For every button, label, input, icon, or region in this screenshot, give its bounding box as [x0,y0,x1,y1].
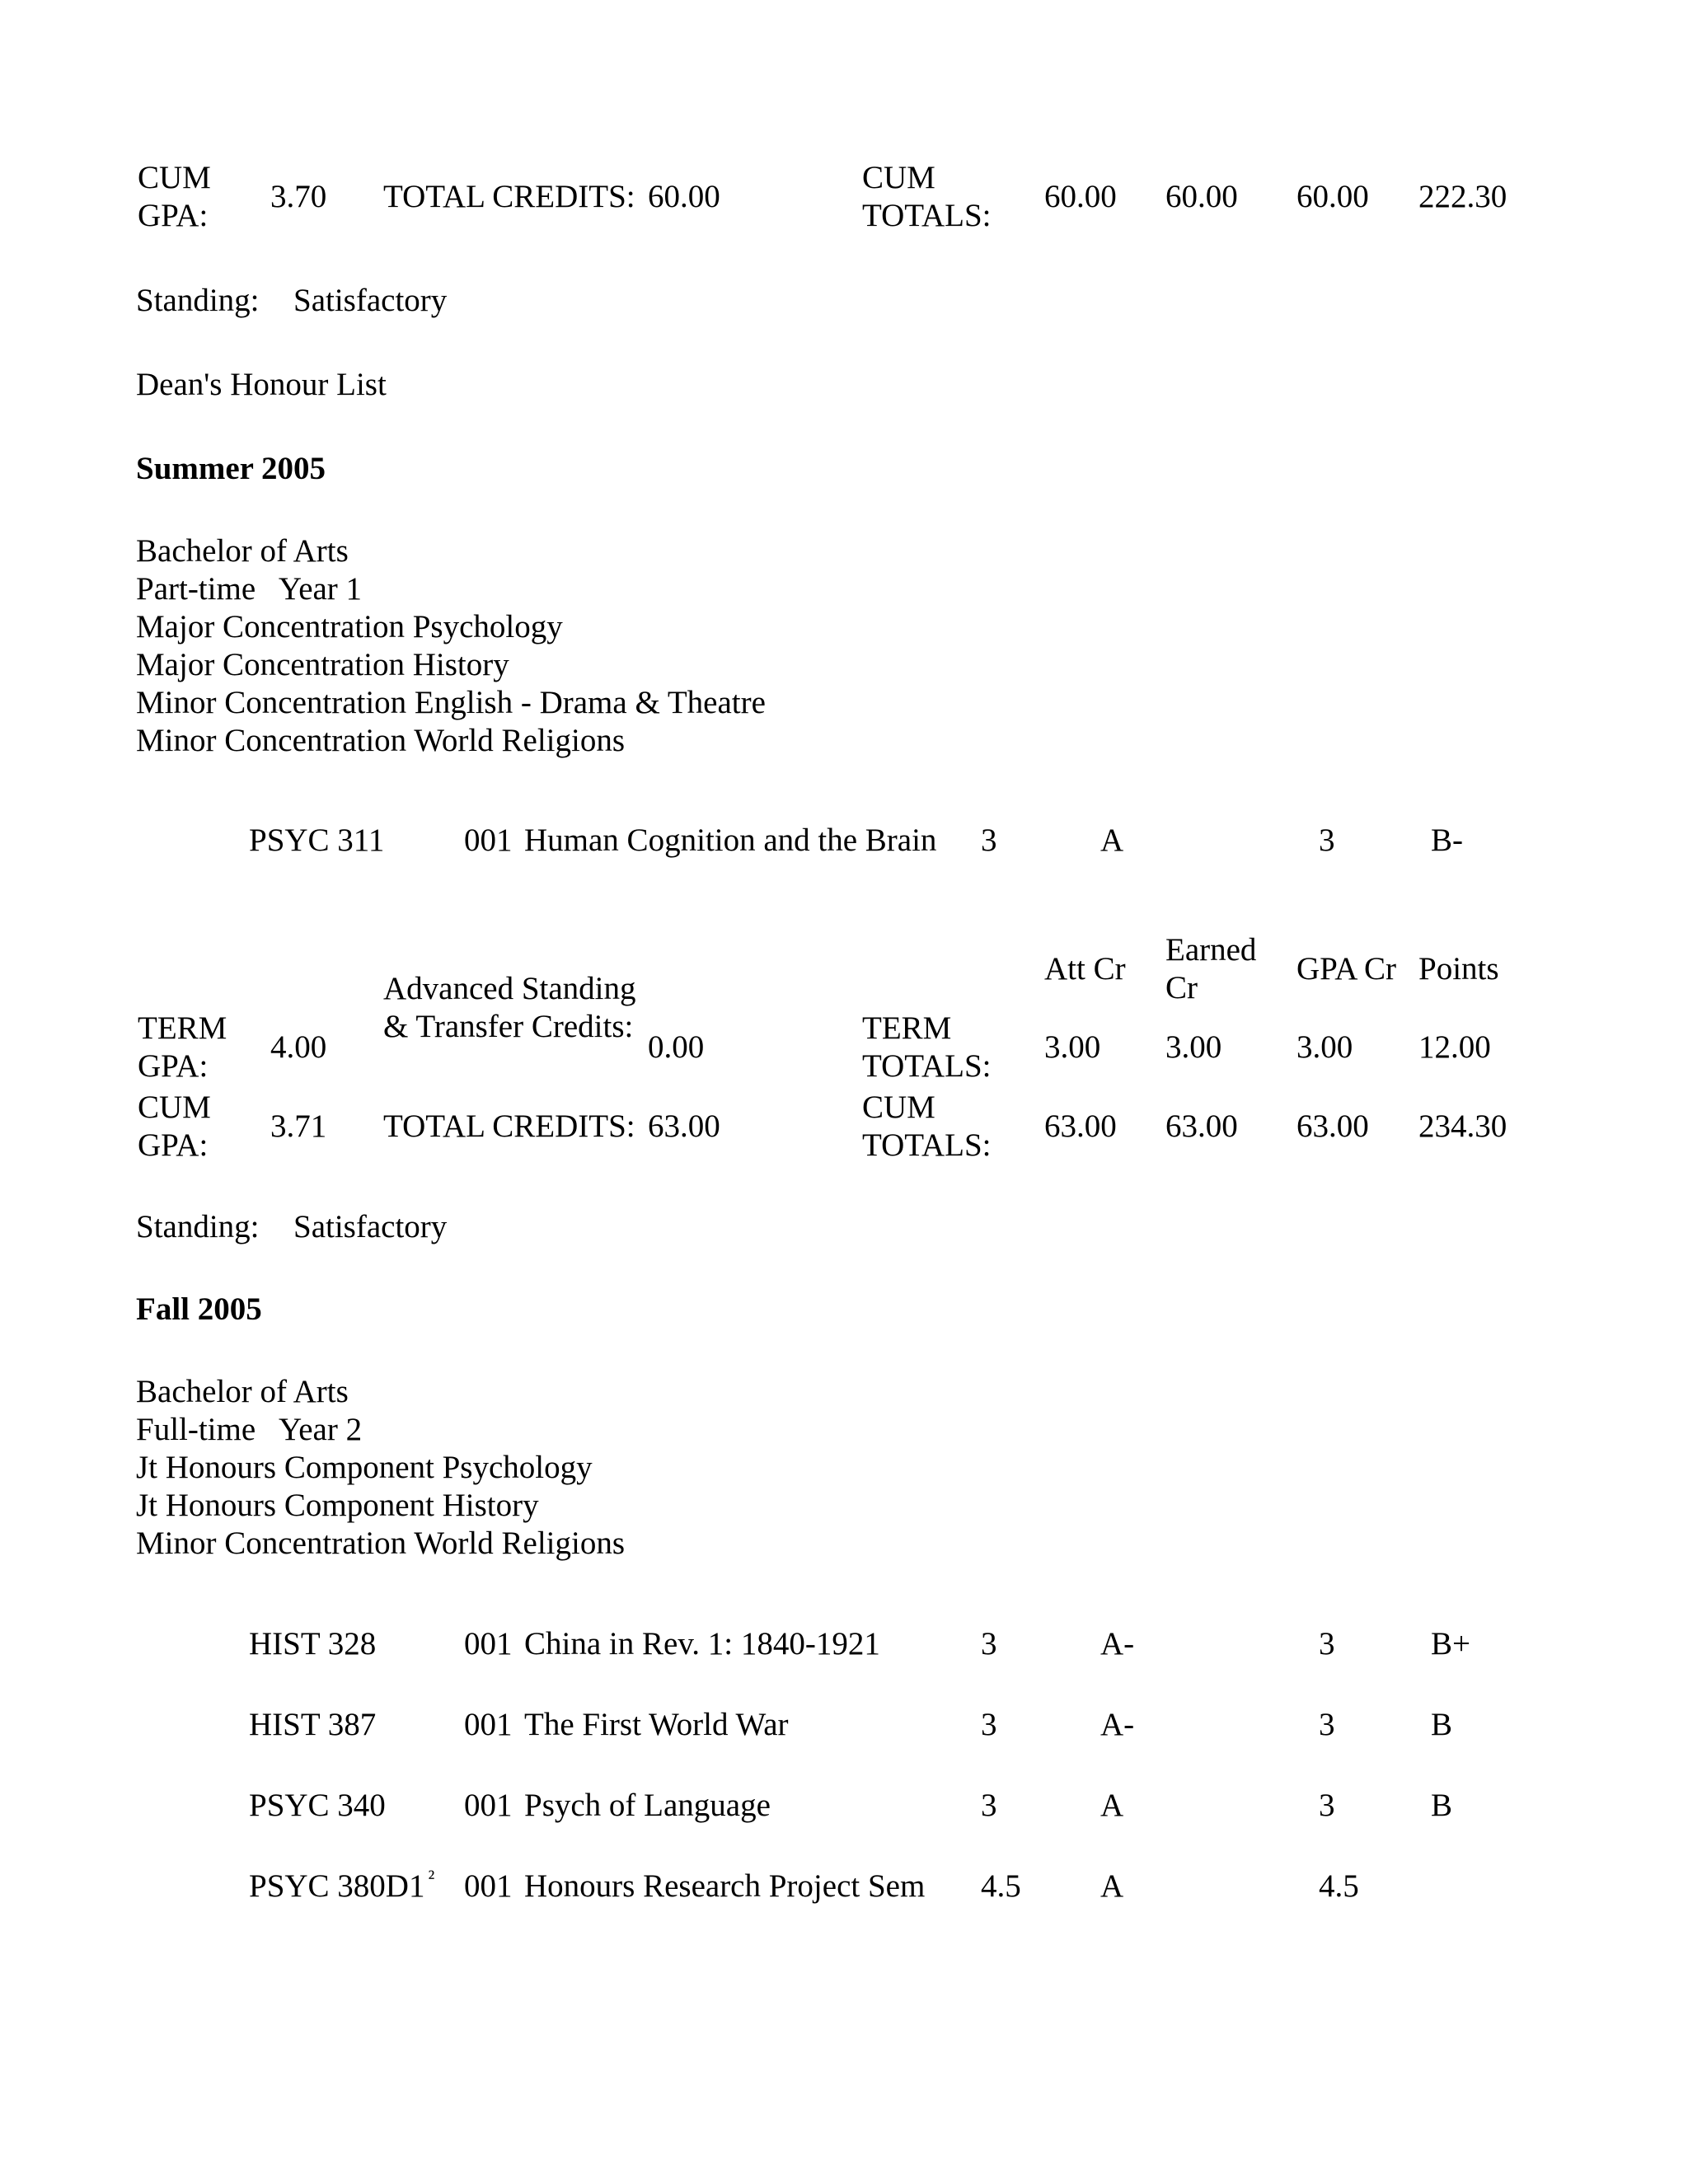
course-code: HIST 328 [249,1626,377,1661]
course-grade: A [1100,1788,1124,1823]
course-credits: 3 [981,1626,997,1661]
term-gpa-value: 4.00 [270,1029,327,1065]
honour-list: Dean's Honour List [136,367,387,402]
course-title: The First World War [524,1707,789,1742]
prev-standing-label: Standing: [136,283,260,318]
course-title: Psych of Language [524,1788,771,1823]
cum-gpa-cr: 63.00 [1296,1108,1369,1144]
adv-standing-label: Advanced Standing & Transfer Credits: [383,971,636,1044]
course-credits: 3 [981,1788,997,1823]
course-credits: 3 [981,823,997,858]
term-gpa-label: TERM GPA: [138,1010,227,1084]
summer-standing-value: Satisfactory [293,1209,448,1244]
prev-cum-totals-label: CUM TOTALS: [862,160,992,233]
course-code: PSYC 311 [249,823,385,858]
course-section: 001 [464,1868,513,1904]
prev-standing-value: Satisfactory [293,283,448,318]
prev-cum-gpa-value: 3.70 [270,179,327,214]
cum-points: 234.30 [1418,1108,1507,1144]
course-class-average: B [1431,1707,1453,1742]
course-code: HIST 387 [249,1707,377,1742]
course-credits: 3 [981,1707,997,1742]
summer-standing-label: Standing: [136,1209,260,1244]
cum-earned-cr: 63.00 [1165,1108,1238,1144]
cum-totals-label: CUM TOTALS: [862,1090,992,1163]
header-att-cr: Att Cr [1044,951,1126,987]
course-code: PSYC 380D1 [249,1868,425,1904]
total-credits-value: 63.00 [648,1108,720,1144]
prev-cum-earned-cr: 60.00 [1165,179,1238,214]
cum-att-cr: 63.00 [1044,1108,1117,1144]
course-class-average: B- [1431,823,1463,858]
prev-total-credits-label: TOTAL CREDITS: [383,179,635,214]
course-grade: A- [1100,1707,1135,1742]
term-heading-summer-2005: Summer 2005 [136,451,326,486]
prev-cum-gpa-cr: 60.00 [1296,179,1369,214]
adv-standing-value: 0.00 [648,1029,705,1065]
cum-gpa-label: CUM GPA: [138,1090,211,1163]
term-totals-label: TERM TOTALS: [862,1010,992,1084]
course-section: 001 [464,1707,513,1742]
course-section: 001 [464,1626,513,1661]
summer-program-info: Bachelor of Arts Part-time Year 1 Major Concentration Psychology Major Concentration History Minor Concentration English - Drama & Theatre Minor Concentration World Religions [136,533,766,758]
course-grade: A [1100,1868,1124,1904]
prev-cum-points: 222.30 [1418,179,1507,214]
course-credits: 4.5 [981,1868,1021,1904]
header-points: Points [1418,951,1499,987]
term-att-cr: 3.00 [1044,1029,1101,1065]
course-code-with-mark [249,1868,434,1909]
term-gpa-cr: 3.00 [1296,1029,1353,1065]
course-gpa-credits: 3 [1319,1707,1335,1742]
course-gpa-credits: 3 [1319,823,1335,858]
course-title: China in Rev. 1: 1840-1921 [524,1626,880,1661]
term-earned-cr: 3.00 [1165,1029,1222,1065]
prev-cum-gpa-label: CUM GPA: [138,160,211,233]
fall-program-info: Bachelor of Arts Full-time Year 2 Jt Honours Component Psychology Jt Honours Component History Minor Concentration World Religions [136,1374,625,1561]
course-gpa-credits: 4.5 [1319,1868,1359,1904]
course-section: 001 [464,823,513,858]
course-grade: A- [1100,1626,1135,1661]
total-credits-label: TOTAL CREDITS: [383,1108,635,1144]
course-gpa-credits: 3 [1319,1626,1335,1661]
course-gpa-credits: 3 [1319,1788,1335,1823]
course-class-average: B [1431,1788,1453,1823]
course-title: Human Cognition and the Brain [524,823,937,858]
course-grade: A [1100,823,1124,858]
term-heading-fall-2005: Fall 2005 [136,1291,262,1327]
course-code: PSYC 340 [249,1788,386,1823]
prev-total-credits-value: 60.00 [648,179,720,214]
course-section: 001 [464,1788,513,1823]
footnote-mark: ² [428,1866,435,1890]
course-title: Honours Research Project Sem [524,1868,926,1904]
header-earned-cr: Earned Cr [1165,932,1257,1005]
term-points: 12.00 [1418,1029,1491,1065]
cum-gpa-value: 3.71 [270,1108,327,1144]
prev-cum-att-cr: 60.00 [1044,179,1117,214]
course-class-average: B+ [1431,1626,1471,1661]
header-gpa-cr: GPA Cr [1296,951,1397,987]
